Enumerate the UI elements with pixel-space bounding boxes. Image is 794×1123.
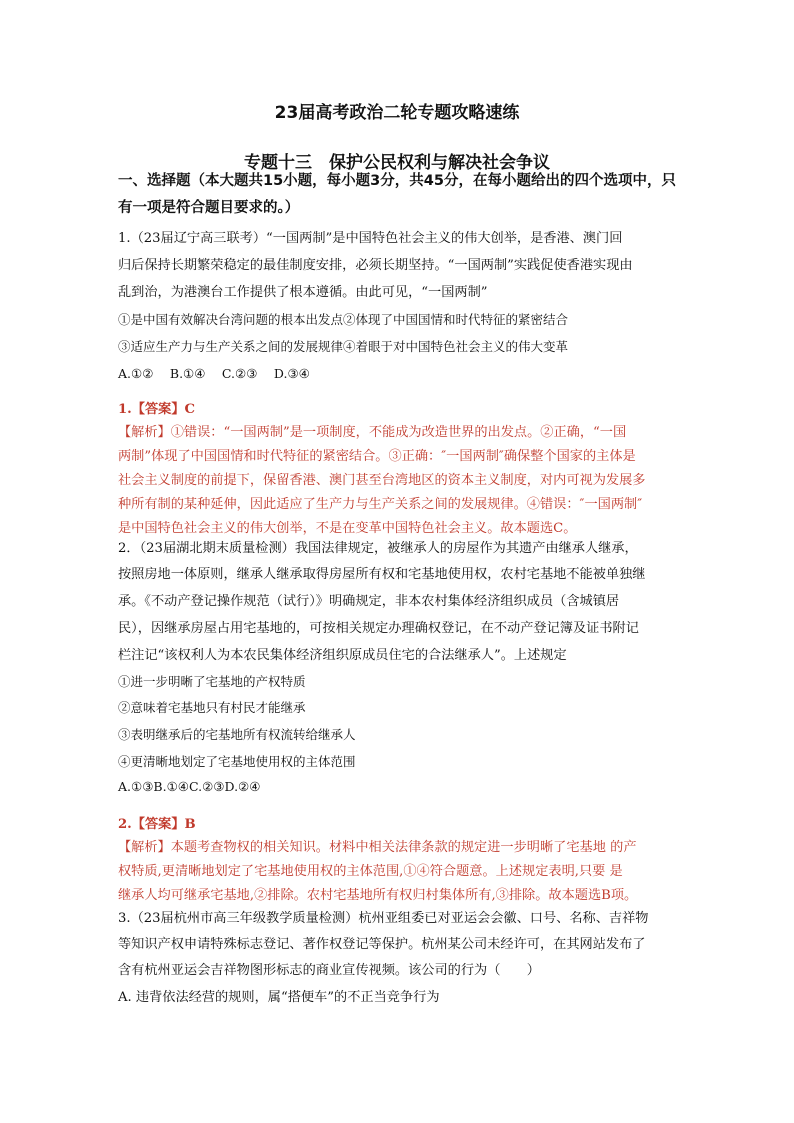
explanation-2: 继承人均可继承宅基地,②排除。农村宅基地所有权归村集体所有,③排除。故本题选B项。 <box>118 888 638 903</box>
explanation-2: 【解析】本题考查物权的相关知识。材料中相关法律条款的规定进一步明晰了宅基地 的产 <box>118 840 637 855</box>
answer-1: 1.【答案】C <box>118 402 196 417</box>
question-3-text: 含有杭州亚运会吉祥物图形标志的商业宣传视频。该公司的行为（ ） <box>118 963 540 978</box>
question-1-text: 归后保持长期繁荣稳定的最佳制度安排，必须长期坚持。“一国两制”实践促使香港实现由 <box>118 258 633 273</box>
explanation-1: 种所有制的某种延伸，因此适应了生产力与生产关系之间的发展规律。④错误：″一国两制″ <box>118 497 643 512</box>
explanation-1: 两制”体现了中国国情和时代特征的紧密结合。③正确：″一国两制″确保整个国家的主体是 <box>118 449 636 464</box>
document-title: 23届高考政治二轮专题攻略速练 <box>274 103 520 123</box>
question-2-option: ③表明继承后的宅基地所有权流转给继承人 <box>118 727 356 742</box>
question-1-option: ③适应生产力与生产关系之间的发展规律④着眼于对中国特色社会主义的伟大变革 <box>118 339 569 354</box>
explanation-1: 【解析】①错误：“一国两制”是一项制度，不能成为改造世界的出发点。②正确，“一国 <box>118 425 627 440</box>
question-2-option: ①进一步明晰了宅基地的产权特质 <box>118 674 306 689</box>
question-3-option-a: A. 违背依法经营的规则，属“搭便车”的不正当竞争行为 <box>118 990 440 1005</box>
explanation-1: 社会主义制度的前提下，保留香港、澳门甚至台湾地区的资本主义制度，对内可视为发展多 <box>118 473 646 488</box>
question-2-text: 2．（23届湖北期末质量检测）我国法律规定，被继承人的房屋作为其遗产由继承人继承， <box>118 541 638 556</box>
question-2-text: 承。《不动产登记操作规范（试行）》明确规定，非本农村集体经济组织成员（含城镇居 <box>118 594 620 609</box>
section-heading <box>118 168 678 222</box>
question-1-text: 乱到治，为港澳台工作提供了根本遵循。由此可见，“一国两制” <box>118 285 488 300</box>
question-2-choices: A.①③B.①④C.②③D.②④ <box>118 779 261 794</box>
question-2-text: 民），因继承房屋占用宅基地的，可按相关规定办理确权登记，在不动产登记簿及证书附记 <box>118 621 639 636</box>
question-2-option: ②意味着宅基地只有村民才能继承 <box>118 700 306 715</box>
question-2-text: 栏注记“该权利人为本农民集体经济组织原成员住宅的合法继承人”。上述规定 <box>118 648 567 663</box>
question-2-text: 按照房地一体原则，继承人继承取得房屋所有权和宅基地使用权，农村宅基地不能被单独继 <box>118 567 646 582</box>
question-3-text: 等知识产权申请特殊标志登记、著作权登记等保护。杭州某公司未经许可，在其网站发布了 <box>118 937 646 952</box>
question-1-text: 1.（23届辽宁高三联考）“一国两制”是中国特色社会主义的伟大创举，是香港、澳门回 <box>118 231 623 246</box>
question-1-choices: A.①② B.①④ C.②③ D.③④ <box>118 366 310 381</box>
answer-2: 2.【答案】B <box>118 817 196 832</box>
question-3-text: 3.（23届杭州市高三年级教学质量检测）杭州亚组委已对亚运会会徽、口号、名称、吉祥物 <box>118 911 649 926</box>
explanation-1: 是中国特色社会主义的伟大创举，不是在变革中国特色社会主义。故本题选C。 <box>118 521 577 536</box>
section-heading-line: 一、选择题（本大题共15小题，每小题3分，共45分，在每小题给出的四个选项中，只 <box>118 173 676 189</box>
section-heading-line: 有一项是符合题目要求的。） <box>118 200 300 216</box>
question-2-option: ④更清晰地划定了宅基地使用权的主体范围 <box>118 754 356 769</box>
question-1-option: ①是中国有效解决台湾问题的根本出发点②体现了中国国情和时代特征的紧密结合 <box>118 312 569 327</box>
explanation-2: 权特质,更清晰地划定了宅基地使用权的主体范围,①④符合题意。上述规定表明,只要 是 <box>118 864 623 879</box>
topic-title: 专题十三 保护公民权利与解决社会争议 <box>244 153 550 173</box>
